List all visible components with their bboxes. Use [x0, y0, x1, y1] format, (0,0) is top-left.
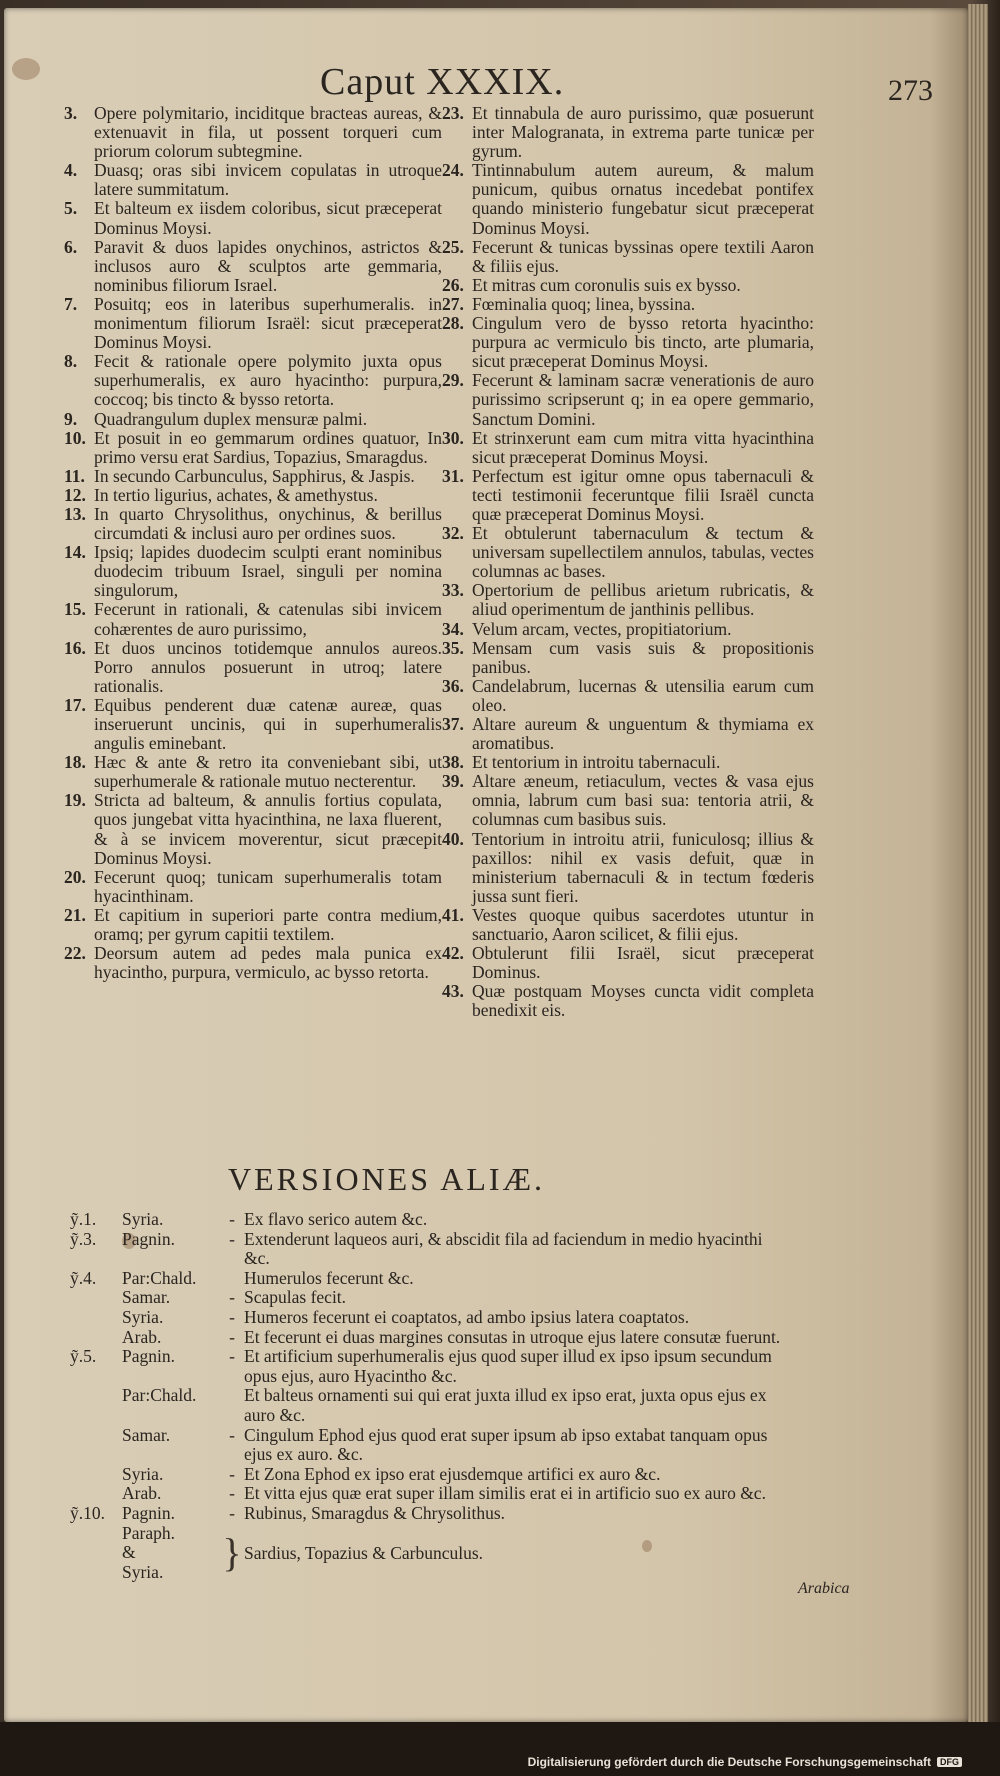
verse-number: 43. — [442, 981, 464, 1002]
verse — [442, 314, 814, 371]
verse-text: Fecerunt in rationali, & catenulas sibi invicem cohærentes de auro purissimo, — [94, 599, 442, 639]
verse-number: 33. — [442, 580, 464, 601]
version-row — [70, 1386, 790, 1425]
verse-text: Perfectum est igitur omne opus tabernaculi & tecti testimonii feceruntque filii Israël cuncta quæ præceperat Dominus Moysi. — [472, 465, 814, 524]
page-number: 273 — [888, 74, 933, 107]
verse — [64, 104, 442, 161]
verse-number: 27. — [442, 293, 464, 314]
verse — [64, 505, 442, 543]
version-row — [70, 1210, 790, 1230]
verse-number: 14. — [64, 542, 86, 563]
verse-ref — [70, 1288, 122, 1308]
verse-text: Et mitras cum coronulis suis ex bysso. — [472, 274, 741, 295]
verse-number: 22. — [64, 943, 86, 964]
verse-number: 16. — [64, 637, 86, 658]
version-text: Et artificium superhumeralis ejus quod super illud ex ipso ipsum secundum opus ejus, auro Hyacintho &c. — [244, 1346, 772, 1386]
version-source: Pagnin. — [122, 1502, 175, 1523]
verse-number: 20. — [64, 866, 86, 887]
version-source: Arab. — [122, 1483, 162, 1504]
version-row — [70, 1328, 790, 1348]
verse-number: 13. — [64, 503, 86, 524]
verse — [442, 772, 814, 829]
version-text: Ex flavo serico autem &c. — [244, 1209, 428, 1229]
version-dash — [220, 1269, 244, 1289]
verse-number: 7. — [64, 293, 78, 314]
version-text: Cingulum Ephod ejus quod erat super ipsum ab ipso extabat tanquam opus ejus ex auro. &c. — [244, 1424, 768, 1465]
brace-source: Syria. — [122, 1561, 164, 1582]
version-text: Extenderunt laqueos auri, & abscidit fila ad faciendum in medio hyacinthi &c. — [244, 1228, 763, 1269]
verse — [64, 639, 442, 696]
verse-ref — [70, 1484, 122, 1504]
left-text-column — [64, 104, 442, 982]
version-row — [70, 1308, 790, 1328]
verse-number: 30. — [442, 427, 464, 448]
version-text: Humerulos fecerunt &c. — [244, 1267, 414, 1288]
verse — [64, 295, 442, 352]
verse-number: 19. — [64, 790, 86, 811]
verse-text: Et strinxerunt eam cum mitra vitta hyacinthina sicut præceperat Dominus Moysi. — [472, 427, 814, 467]
version-row — [70, 1504, 790, 1524]
verse-number: 11. — [64, 465, 85, 486]
right-text-column — [442, 104, 814, 1021]
verse — [442, 524, 814, 581]
version-source: Syria. — [122, 1209, 164, 1229]
version-dash: - — [229, 1502, 235, 1523]
verse — [442, 639, 814, 677]
version-source: Samar. — [122, 1287, 171, 1308]
verse-text: Vestes quoque quibus sacerdotes utuntur in sanctuario, Aaron scilicet, & filii ejus. — [472, 904, 814, 945]
verse-text: Quadrangulum duplex mensuræ palmi. — [94, 408, 368, 429]
verse — [64, 352, 442, 409]
verse-text: Tintinnabulum autem aureum, & malum punicum, quibus ornatus incedebat pontifex quando ministerio fungebatur sicut præceperat Dominus Moysi. — [472, 160, 814, 238]
verse-number: 42. — [442, 943, 464, 964]
verse-text: In tertio ligurius, achates, & amethystus. — [94, 484, 378, 505]
chapter-title: Caput XXXIX. — [320, 61, 565, 103]
verse-number: 17. — [64, 694, 86, 715]
verse-number: 34. — [442, 618, 464, 639]
version-row — [70, 1230, 790, 1269]
version-text: Et vitta ejus quæ erat super illam similis erat ei in artificio suo ex auro &c. — [244, 1483, 766, 1504]
verse-ref — [70, 1328, 122, 1348]
verse — [64, 600, 442, 638]
version-dash: - — [229, 1228, 235, 1249]
version-source: Arab. — [122, 1326, 162, 1347]
verse — [442, 371, 814, 428]
verse — [442, 467, 814, 524]
verse-text: Et tentorium in introitu tabernaculi. — [472, 752, 721, 773]
verse — [442, 982, 814, 1020]
verse — [64, 410, 442, 429]
verse-text: Fecit & rationale opere polymito juxta opus superhumeralis, ex auro hyacintho: purpura, coccoq; bis tincto & bysso retorta. — [94, 351, 442, 410]
verse-text: Et obtulerunt tabernaculum & tectum & universam supellectilem annulos, tabulas, vectes columnas ac bases. — [472, 523, 814, 582]
verse-text: Hæc & ante & retro ita conveniebant sibi, ut superhumerale & rationale mutuo necterentur. — [94, 752, 442, 792]
verse — [442, 830, 814, 906]
verse — [442, 161, 814, 237]
verse — [64, 486, 442, 505]
version-text: Et balteus ornamenti sui qui erat juxta illud ex ipso erat, juxta opus ejus ex auro &c. — [244, 1385, 767, 1425]
version-row — [70, 1426, 790, 1465]
verse-text: Et duos uncinos totidemque annulos aureos. Porro annulos posuerunt in utroq; latere rationalis. — [94, 637, 442, 696]
verse — [442, 906, 814, 944]
verse-text: Posuitq; eos in lateribus superhumeralis. in monimentum filiorum Israël: sicut præceperat Dominus Moysi. — [94, 293, 442, 353]
verse — [64, 696, 442, 753]
verse-number: 4. — [64, 160, 78, 181]
stain-mark — [12, 58, 40, 80]
brace-text: Sardius, Topazius & Carbunculus. — [244, 1542, 484, 1563]
versiones-heading: VERSIONES ALIÆ. — [228, 1161, 546, 1197]
dfg-logo: DFG — [937, 1757, 962, 1767]
version-row — [70, 1347, 790, 1386]
verse — [64, 868, 442, 906]
verse-number: 28. — [442, 313, 464, 334]
verse-text: Stricta ad balteum, & annulis fortius copulata, quos jungebat vitta hyacinthina, ne laxa fluerent, & à se invicem moverentur, sicut præcepit Dominus Moysi. — [94, 790, 442, 868]
catchword: Arabica — [798, 1580, 850, 1597]
verse — [64, 906, 442, 944]
verse-text: Cingulum vero de bysso retorta hyacintho: purpura ac vermiculo bis tincto, arte plumaria, sicut præceperat Dominus Moysi. — [472, 313, 814, 372]
verse-number: 31. — [442, 465, 464, 486]
version-dash: - — [229, 1424, 235, 1445]
version-source: Syria. — [122, 1463, 164, 1484]
verse-number: 23. — [442, 103, 464, 123]
verse-number: 15. — [64, 599, 86, 620]
verse-number: 37. — [442, 714, 464, 734]
verse — [442, 276, 814, 295]
verse-text: Fœminalia quoq; linea, byssina. — [472, 293, 696, 314]
version-dash: - — [229, 1326, 235, 1347]
verse-number: 8. — [64, 351, 78, 372]
verse-ref: ỹ.10. — [70, 1502, 105, 1523]
verse-ref: ỹ.5. — [70, 1346, 97, 1367]
version-dash: - — [229, 1463, 235, 1484]
verse-ref — [70, 1465, 122, 1485]
version-dash: - — [229, 1306, 235, 1327]
brace-icon: } — [222, 1529, 242, 1575]
verse-number: 39. — [442, 771, 464, 792]
verse-text: Opertorium de pellibus arietum rubricatis, & aliud operimentum de janthinis pellibus. — [472, 580, 814, 620]
verse-number: 12. — [64, 484, 86, 505]
verse-text: Fecerunt quoq; tunicam superhumeralis totam hyacinthinam. — [94, 866, 442, 906]
verse — [442, 581, 814, 619]
brace-source: Paraph. — [122, 1522, 175, 1543]
verse-number: 35. — [442, 637, 464, 658]
verse-text: Altare aureum & unguentum & thymiama ex aromatibus. — [472, 714, 814, 754]
verse-text: Obtulerunt filii Israël, sicut præceperat Dominus. — [472, 943, 814, 983]
verse-text: In quarto Chrysolithus, onychinus, & berillus circumdati & inclusi auro per ordines suos. — [94, 503, 442, 544]
verse-text: Duasq; oras sibi invicem copulatas in utroque latere summitatum. — [94, 160, 442, 200]
version-source: Syria. — [122, 1306, 164, 1327]
verse-text: Candelabrum, lucernas & utensilia earum cum oleo. — [472, 675, 814, 715]
verse-number: 32. — [442, 523, 464, 544]
digitization-caption — [528, 1755, 962, 1769]
verse — [442, 944, 814, 982]
verse-ref: ỹ.3. — [70, 1228, 97, 1249]
verse-number: 25. — [442, 236, 464, 257]
verse — [64, 944, 442, 982]
verse-number: 40. — [442, 828, 464, 849]
verse — [64, 467, 442, 486]
verse — [64, 238, 442, 295]
verse-ref — [70, 1308, 122, 1328]
version-row — [70, 1269, 790, 1289]
verse-number: 3. — [64, 103, 78, 123]
verse — [442, 429, 814, 467]
verse — [64, 543, 442, 600]
version-source: Pagnin. — [122, 1228, 175, 1249]
versiones-list — [70, 1210, 790, 1582]
page-edge — [968, 4, 988, 1726]
verse-text: Quæ postquam Moyses cuncta vidit completa benedixit eis. — [472, 981, 814, 1021]
verse-number: 24. — [442, 160, 464, 181]
caption-text: Digitalisierung gefördert durch die Deutsche Forschungsgemeinschaft — [527, 1755, 931, 1769]
version-source: Par:Chald. — [122, 1267, 197, 1288]
version-dash: - — [229, 1346, 235, 1367]
version-text: Et fecerunt ei duas margines consutas in utroque ejus latere consutæ fuerunt. — [244, 1326, 781, 1347]
verse — [64, 161, 442, 199]
verse-number: 26. — [442, 274, 464, 295]
verse-text: Altare æneum, retiaculum, vectes & vasa ejus omnia, labrum cum basi sua: tentoria atrii, & columnas cum basibus suis. — [472, 771, 814, 830]
verse-text: Equibus penderent duæ catenæ aureæ, quas inseruerunt uncinis, qui in superhumeralis angulis eminebant. — [94, 694, 442, 754]
verse-text: Fecerunt & laminam sacræ venerationis de auro purissimo scripserunt q; in ea opere gemmario, Sanctum Domini. — [472, 370, 814, 429]
verse-number: 36. — [442, 675, 464, 696]
verse-text: Fecerunt & tunicas byssinas opere textili Aaron & filiis ejus. — [472, 236, 814, 276]
verse — [442, 620, 814, 639]
verse — [442, 104, 814, 161]
verse-text: Velum arcam, vectes, propitiatorium. — [472, 618, 732, 639]
verse-ref: ỹ.4. — [70, 1267, 97, 1288]
verse-number: 29. — [442, 370, 464, 391]
verse — [442, 295, 814, 314]
version-dash: - — [229, 1287, 235, 1308]
verse — [442, 238, 814, 276]
verse — [64, 199, 442, 237]
version-dash: - — [229, 1209, 235, 1229]
verse-number: 10. — [64, 427, 86, 448]
version-text: Scapulas fecit. — [244, 1287, 347, 1308]
verse-text: Deorsum autem ad pedes mala punica ex hyacintho, purpura, vermiculo, ac bysso retorta. — [94, 943, 442, 983]
version-dash: - — [229, 1483, 235, 1504]
version-row — [70, 1465, 790, 1485]
verse-number: 38. — [442, 752, 464, 773]
version-source: Pagnin. — [122, 1346, 175, 1367]
brace-group — [70, 1524, 790, 1583]
version-source: Par:Chald. — [122, 1385, 197, 1406]
verse — [442, 715, 814, 753]
verse-ref — [70, 1386, 122, 1425]
verse-text: Paravit & duos lapides onychinos, astrictos & inclusos auro & sculptos arte gemmaria, nominibus filiorum Israel. — [94, 236, 442, 295]
verse — [442, 677, 814, 715]
verse-ref — [70, 1426, 122, 1465]
verse-number: 9. — [64, 408, 78, 429]
verse-number: 5. — [64, 198, 78, 219]
verse-number: 41. — [442, 904, 464, 925]
verse — [442, 753, 814, 772]
verse-number: 18. — [64, 752, 86, 773]
version-row — [70, 1288, 790, 1308]
verse-number: 6. — [64, 236, 78, 257]
verse-number: 21. — [64, 904, 86, 925]
verse-text: Opere polymitario, inciditque bracteas aureas, & extenuavit in fila, ut possent torqueri cum priorum colorum subtegmine. — [94, 103, 442, 162]
version-dash — [220, 1386, 244, 1425]
verse-text: Tentorium in introitu atrii, funiculosq; illius & paxillos: nihil ex vasis defuit, quæ in ministerium tabernaculi & in tectum fœderis jussa sunt fieri. — [472, 828, 814, 906]
verse-ref: ỹ.1. — [70, 1209, 97, 1229]
verse-text: In secundo Carbunculus, Sapphirus, & Jaspis. — [94, 465, 415, 486]
verse-text: Ipsiq; lapides duodecim sculpti erant nominibus duodecim tribuum Israel, singuli per nomina singulorum, — [94, 542, 442, 601]
verse-text: Et capitium in superiori parte contra medium, oramq; per gyrum capitii textilem. — [94, 904, 442, 945]
verse — [64, 791, 442, 867]
verse-text: Et balteum ex iisdem coloribus, sicut præceperat Dominus Moysi. — [94, 198, 442, 238]
verse — [64, 429, 442, 467]
version-source: Samar. — [122, 1424, 171, 1445]
version-text: Humeros fecerunt ei coaptatos, ad ambo ipsius latera coaptatos. — [244, 1306, 690, 1327]
brace-sources — [122, 1524, 220, 1583]
verse-text: Et tinnabula de auro purissimo, quæ posuerunt inter Malogranata, in extrema parte tunicæ per gyrum. — [472, 103, 814, 162]
version-row — [70, 1484, 790, 1504]
verse — [64, 753, 442, 791]
version-text: Et Zona Ephod ex ipso erat ejusdemque artifici ex auro &c. — [244, 1463, 661, 1484]
brace-source: & — [122, 1542, 136, 1563]
verse-text: Et posuit in eo gemmarum ordines quatuor, In primo versu erat Sardius, Topazius, Smaragdus. — [94, 427, 442, 467]
version-text: Rubinus, Smaragdus & Chrysolithus. — [244, 1502, 506, 1523]
verse-text: Mensam cum vasis suis & propositionis panibus. — [472, 637, 814, 677]
